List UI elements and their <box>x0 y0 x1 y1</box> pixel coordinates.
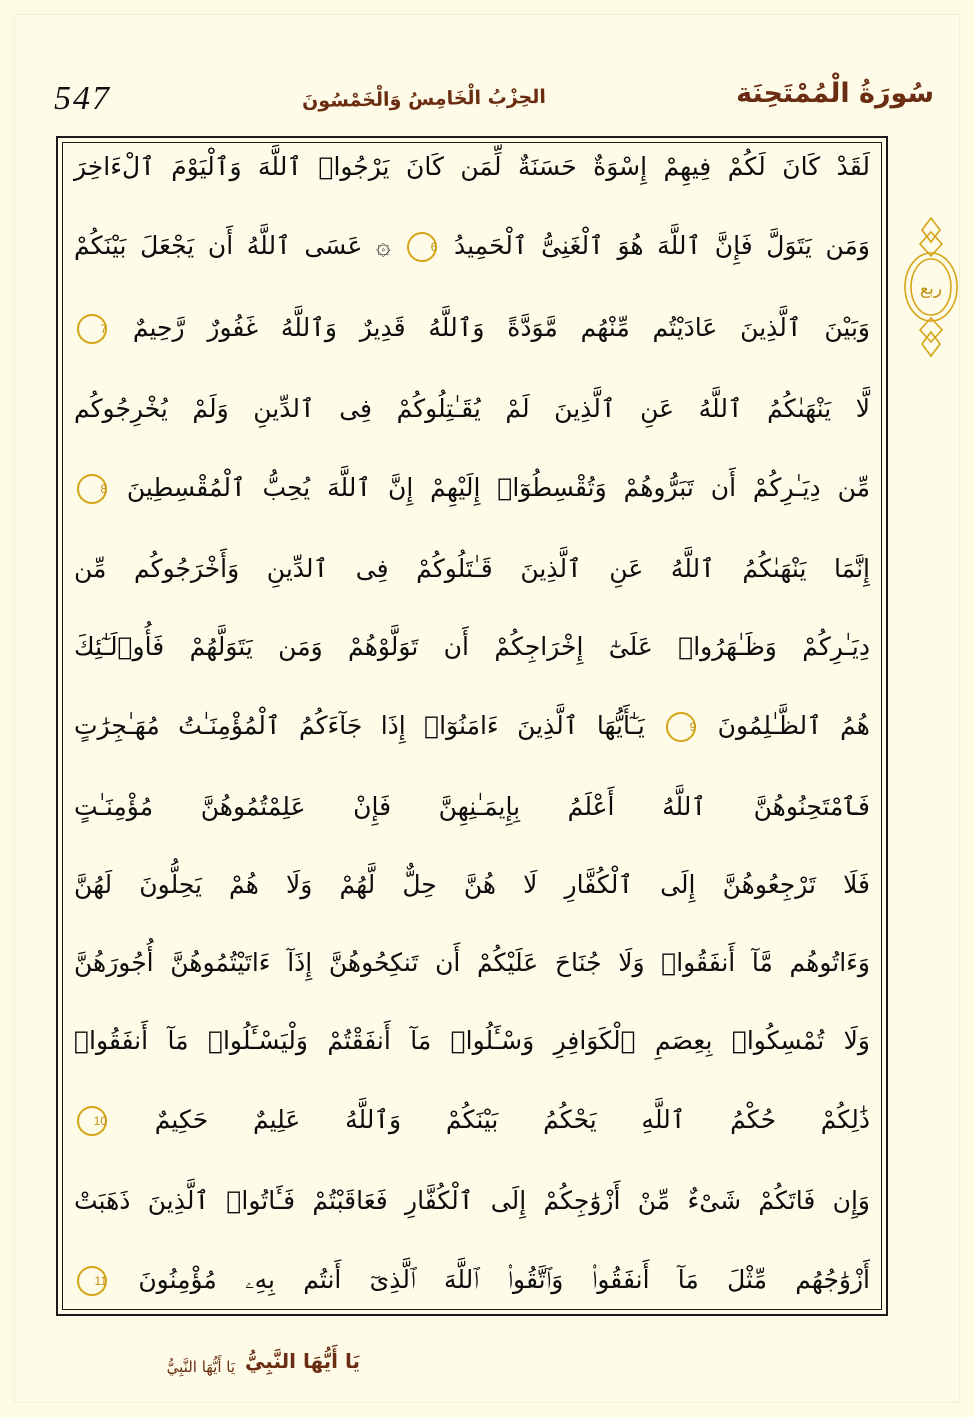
quran-line <box>74 553 870 583</box>
line-text: مِّن دِيَـٰرِكُمْ أَن تَبَرُّوهُمْ وَتُقْسِطُوٓا۟ إِلَيْهِمْ إِنَّ ٱللَّهَ يُحِبُّ ٱلْمُقْسِطِينَ <box>126 472 870 502</box>
hizb-label: الحِزْبُ الْخَامِسُ وَالْخَمْسُونَ <box>301 85 546 113</box>
page-surface <box>14 14 960 1403</box>
surah-title: سُورَةُ الْمُمْتَحِنَة <box>736 77 934 109</box>
line-text: دِيَـٰرِكُمْ وَظَـٰهَرُوا۟ عَلَىٰٓ إِخْرَاجِكُمْ أَن تَوَلَّوْهُمْ وَمَن يَتَوَلَّهُمْ فَأُو۟لَـٰٓئِكَ <box>74 631 870 661</box>
line-text: هُمُ ٱلظَّـٰلِمُونَ <box>717 710 870 740</box>
line-text: إِنَّمَا يَنْهَىٰكُمُ ٱللَّهُ عَنِ ٱلَّذِينَ قَـٰتَلُوكُمْ فِى ٱلدِّينِ وَأَخْرَجُوكُم مِّن <box>74 553 870 583</box>
ayah-number: 10 <box>93 1113 107 1128</box>
ayah-number: 11 <box>94 1273 107 1288</box>
quran-line <box>74 631 870 661</box>
ayah-marker <box>77 1266 107 1296</box>
line-text: وَإِن فَاتَكُمْ شَىْءٌ مِّنْ أَزْوَٰجِكُمْ إِلَى ٱلْكُفَّارِ فَعَاقَبْتُمْ فَـَٔاتُوا۟ ٱلَّذِينَ ذَهَبَتْ <box>74 1185 870 1215</box>
line-text: لَّا يَنْهَىٰكُمُ ٱللَّهُ عَنِ ٱلَّذِينَ لَمْ يُقَـٰتِلُوكُمْ فِى ٱلدِّينِ وَلَمْ يُخْرِجُوكُم <box>74 393 870 423</box>
ayah-number: 9 <box>689 719 697 734</box>
line-text: فَلَا تَرْجِعُوهُنَّ إِلَى ٱلْكُفَّارِ لَا هُنَّ حِلٌّ لَّهُمْ وَلَا هُمْ يَحِلُّونَ لَهُنَّ <box>74 869 870 899</box>
ayah-marker <box>77 474 107 504</box>
text-frame <box>56 136 888 1316</box>
quran-line <box>74 869 870 899</box>
ayah-marker <box>77 1106 107 1136</box>
quran-line <box>74 791 870 821</box>
ayah-marker <box>666 712 696 742</box>
line-text: وَمَن يَتَوَلَّ فَإِنَّ ٱللَّهَ هُوَ ٱلْغَنِىُّ ٱلْحَمِيدُ <box>453 231 870 261</box>
quran-line <box>74 314 870 344</box>
line-text: لَقَدْ كَانَ لَكُمْ فِيهِمْ إِسْوَةٌ حَسَنَةٌ لِّمَن كَانَ يَرْجُوا۟ ٱللَّهَ وَٱلْيَوْمَ ٱلْءَاخِرَ <box>74 152 870 181</box>
quran-line <box>74 154 870 180</box>
ayah-number: 6 <box>430 240 438 255</box>
ayah-marker <box>77 314 107 344</box>
ayah-number: 8 <box>100 481 107 496</box>
line-text-after-marker: ۞ عَسَى ٱللَّهُ أَن يَجْعَلَ بَيْنَكُمْ <box>74 231 391 261</box>
ruba-ornament <box>894 212 968 362</box>
quran-line <box>74 232 870 262</box>
ruba-label: ربع <box>920 279 942 299</box>
catchword-small: يَا أَيُّهَا النَّبِيُّ <box>166 1358 236 1376</box>
quran-line <box>74 1106 870 1136</box>
page-header <box>54 62 934 132</box>
quran-line <box>74 1025 870 1055</box>
line-text: وَبَيْنَ ٱلَّذِينَ عَادَيْتُم مِّنْهُم مَّوَدَّةً وَٱللَّهُ قَدِيرٌ وَٱللَّهُ غَفُورٌ رَّحِيمٌ <box>132 312 870 342</box>
quran-line <box>74 712 870 742</box>
page-footer <box>60 1336 360 1386</box>
line-text: وَءَاتُوهُم مَّآ أَنفَقُوا۟ وَلَا جُنَاحَ عَلَيْكُمْ أَن تَنكِحُوهُنَّ إِذَآ ءَاتَيْتُمُوهُنَّ أُجُورَهُنَّ <box>74 947 870 977</box>
line-text: أَزْوَٰجُهُم مِّثْلَ مَآ أَنفَقُوا۟ وَٱتَّقُوا۟ ٱللَّهَ ٱلَّذِىٓ أَنتُم بِهِۦ مُؤْمِنُونَ <box>138 1264 870 1294</box>
line-text: فَٱمْتَحِنُوهُنَّ ٱللَّهُ أَعْلَمُ بِإِيمَـٰنِهِنَّ فَإِنْ عَلِمْتُمُوهُنَّ مُؤْمِنَـٰتٍ <box>74 791 870 821</box>
quran-line <box>74 947 870 977</box>
ayah-number: 7 <box>100 321 107 336</box>
line-text: ذَٰلِكُمْ حُكْمُ ٱللَّهِ يَحْكُمُ بَيْنَكُمْ وَٱللَّهُ عَلِيمٌ حَكِيمٌ <box>154 1104 870 1134</box>
quran-line <box>74 1266 870 1296</box>
ayah-marker <box>407 232 437 262</box>
quran-line <box>74 1185 870 1215</box>
catchword: يَا أَيُّهَا النَّبِيُّ <box>245 1349 360 1373</box>
quran-line <box>74 474 870 504</box>
page-number: 547 <box>54 80 111 117</box>
line-text: وَلَا تُمْسِكُوا۟ بِعِصَمِ ٱلْكَوَافِرِ وَسْـَٔلُوا۟ مَآ أَنفَقْتُمْ وَلْيَسْـَٔلُوا۟ مَآ أَنفَقُوا۟ <box>74 1025 870 1055</box>
quran-line <box>74 393 870 423</box>
line-text-after-marker: يَـٰٓأَيُّهَا ٱلَّذِينَ ءَامَنُوٓا۟ إِذَا جَآءَكُمُ ٱلْمُؤْمِنَـٰتُ مُهَـٰجِرَٰتٍ <box>74 710 645 740</box>
quran-text-block <box>74 144 870 1302</box>
